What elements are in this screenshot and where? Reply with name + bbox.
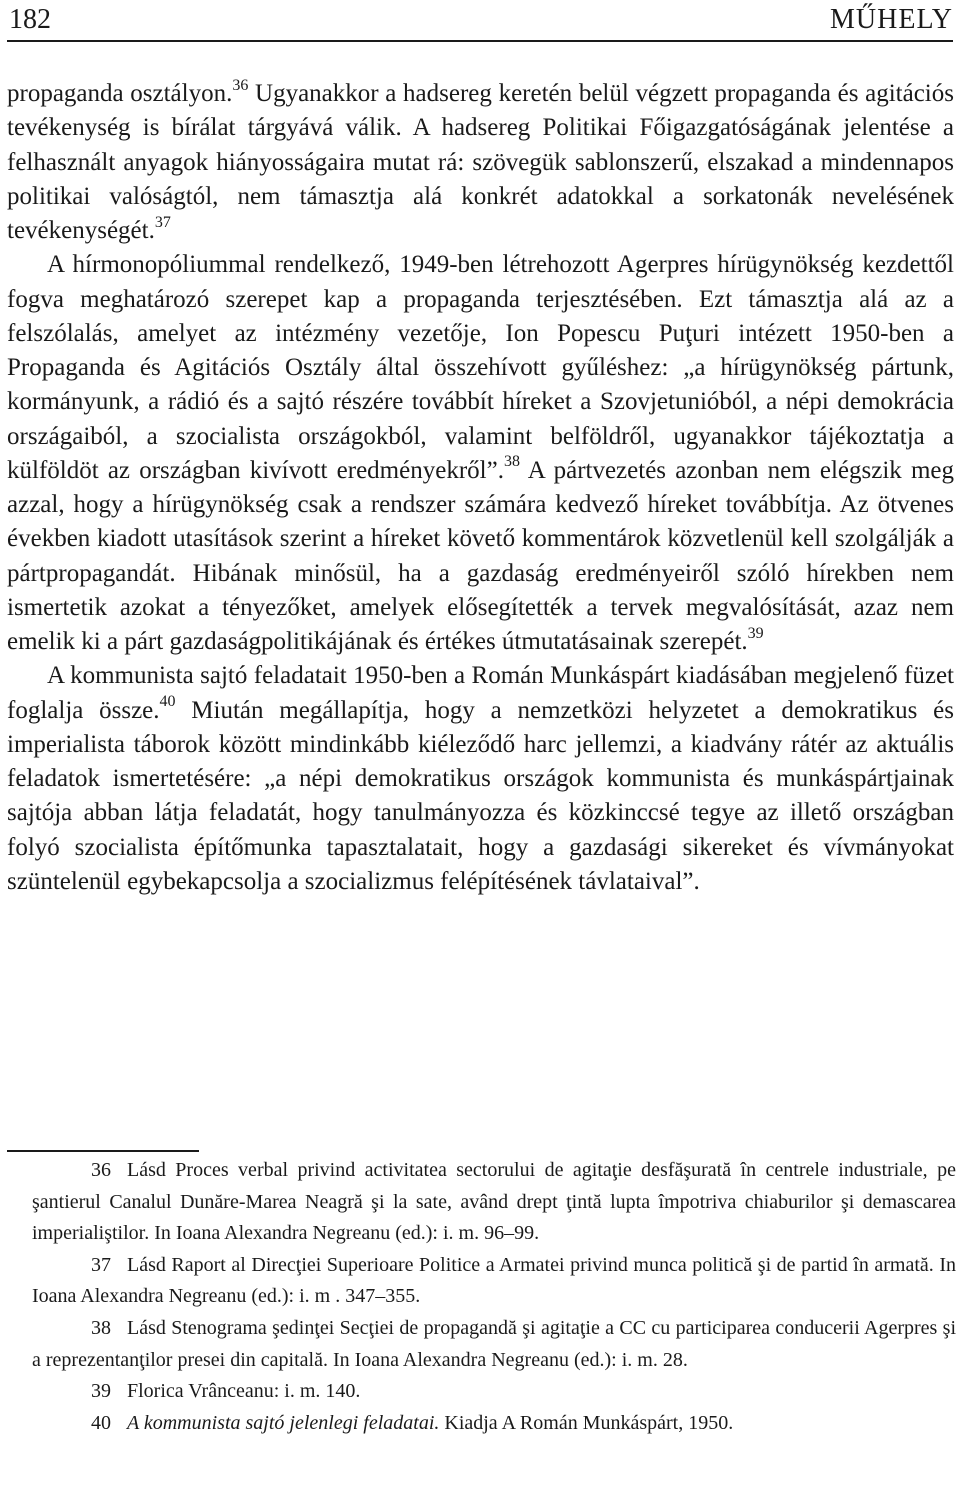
footnote: 38 Lásd Stenograma şedinţei Secţiei de propagandă şi agitaţie a CC cu participarea conducerii Agerpres şi a reprezentanţilor presei din capitală. In Ioana Alexandra Negreanu (ed.): i. m. 28. [32, 1316, 956, 1371]
section-title: MŰHELY [830, 4, 953, 35]
main-text [7, 77, 954, 899]
footnote-ref[interactable]: 39 [747, 624, 764, 642]
paragraph: propaganda osztályon.$^{36}$ Ugyanakkor a hadsereg keretén belül végzett propaganda és agitációs tevékenység is bírálat tárgyává válik. A hadsereg Politikai Főigazgatóságának jelentése a felhasznált anyagok hiányosságaira mutat rá: szövegük sablonszerű, elszakad a mindennapos politikai valóságtól, nem támasztja alá konkrét adatokkal a sorkatonák nevelésének tevékenységét.$^{37}$ [7, 76, 954, 244]
footnote-number: 40 [91, 1411, 111, 1434]
page-number: 182 [9, 4, 51, 35]
footnote-ref[interactable]: 36 [232, 76, 249, 94]
footnote-number: 36 [91, 1159, 111, 1181]
footnote-separator [7, 1150, 199, 1152]
paragraph: A kommunista sajtó feladatait 1950-ben a Román Munkáspárt kiadásában megjelenő füzet foglalja össze.$^{40}$ Miután megállapítja, hogy a nemzetközi helyzetet a demokratikus és imperialista táborok között mindinkább kiéleződő harc jellemzi, a kiadvány rátér az aktuális feladatok ismertetésére: „a népi demokratikus országok kommunista és munkáspártjainak sajtója abban látja feladatát, hogy tanulmányozza és közkinccsé tegye az illető országban folyó szocialista építőmunka tapasztalatait, hogy a gazdasági sikereket és vívmányokat szüntelenül egybekapcsolja a szocializmus felépítésének távlataival”. [7, 662, 954, 895]
footnote: 39 Florica Vrânceanu: i. m. 140. [91, 1380, 361, 1403]
footnote: 36 Lásd Proces verbal privind activitatea sectorului de agitaţie desfăşurată în centrele industriale, pe şantierul Canalul Dunăre-Marea Neagră şi la sate, având drept ţintă lupta împotriva chiaburilor şi demascarea imperialiştilor. In Ioana Alexandra Negreanu (ed.): i. m. 96–99. [32, 1159, 956, 1245]
footnote-ref[interactable]: 38 [503, 453, 520, 471]
footnote: 37 Lásd Raport al Direcţiei Superioare Politice a Armatei privind munca politică şi de partid în armată. In Ioana Alexandra Negreanu (ed.): i. m . 347–355. [32, 1253, 956, 1308]
header-rule [7, 40, 953, 42]
paragraph: A hírmonopóliummal rendelkező, 1949-ben létrehozott Agerpres hírügynökség kezdettől fogva meghatározó szerepet kap a propaganda terjesztésében. Ezt támasztja alá az a felszólalás, amelyet az intézmény vezetője, Ion Popescu Puţuri intézett 1950-ben a Propaganda és Agitációs Osztály által összehívott gyűléshez: „a hírügynökség pártunk, kormányunk, a rádió és a sajtó részére továbbít híreket a Szovjetunióból, a népi demokrácia országaiból, a szocialista országokból, valamint belföldről, ugyanakkor tájékoztatja a külföldöt az országban kivívott eredményekről”.$^{38}$ A pártvezetés azonban nem elégszik meg azzal, hogy a hírügynökség csak a rendszer számára kedvező híreket továbbítja. Az ötvenes években kiadott utasítások szerint a híreket követő kommentárok közvetlenül kell szolgálják a pártpropagandát. Hibának minősül, ha a gazdaság eredményeiről szóló hírekben nem ismertetik azokat a tényezőket, amelyek elősegítették a tervek megvalósítását, azaz nem emelik ki a párt gazdaságpolitikájának és értékes útmutatásainak szerepét.$^{39}$ [7, 251, 954, 655]
running-header [7, 4, 953, 38]
publication-title: A kommunista sajtó jelenlegi feladatai. [127, 1411, 440, 1434]
footnote-ref[interactable]: 40 [159, 693, 176, 711]
footnote-number: 38 [91, 1316, 111, 1339]
footnote-number: 39 [91, 1380, 111, 1403]
footnote-number: 37 [91, 1253, 111, 1276]
footnotes [32, 1155, 956, 1439]
footnote: 40 A kommunista sajtó jelenlegi feladatai. Kiadja A Román Munkáspárt, 1950. [91, 1411, 734, 1434]
footnote-ref[interactable]: 37 [154, 213, 171, 231]
